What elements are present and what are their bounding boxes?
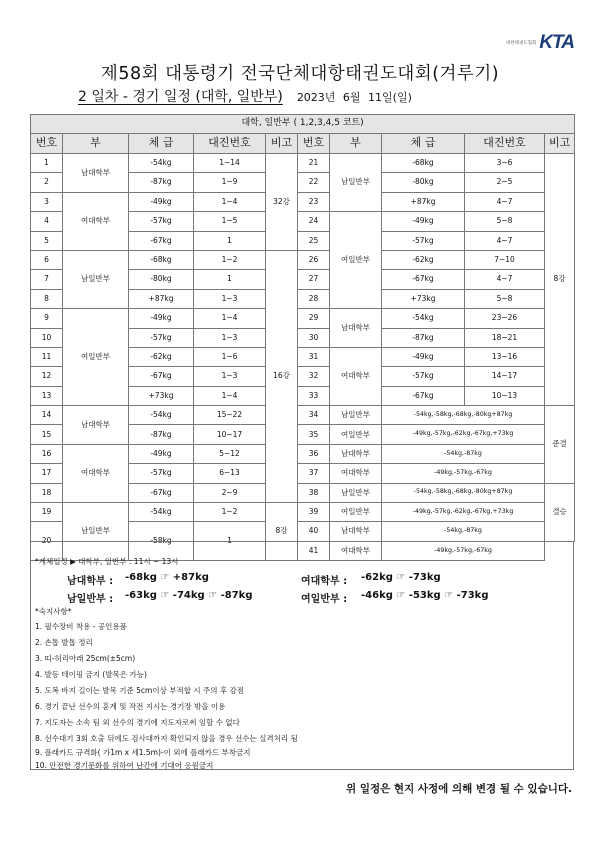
weights-cell: -49kg,-57kg,-62kg,-67kg,+73kg bbox=[382, 425, 545, 444]
match-cell: 1 bbox=[194, 270, 266, 289]
match-cell: 1~2 bbox=[194, 250, 266, 269]
rule-item: 6. 경기 끝난 선수의 훈계 및 작전 지시는 경기장 밖을 이용 bbox=[35, 702, 226, 711]
weight-cell: -57kg bbox=[382, 367, 465, 386]
weight-cell: -67kg bbox=[129, 231, 194, 250]
match-cell: 2~5 bbox=[465, 173, 545, 192]
table-header-row bbox=[31, 134, 575, 154]
weights-cell: -49kg,-57kg,-67kg bbox=[382, 464, 545, 483]
row-no: 23 bbox=[298, 192, 330, 211]
weight-cell: -49kg bbox=[382, 212, 465, 231]
row-no: 18 bbox=[31, 483, 63, 502]
col-header-match: 대진번호 bbox=[194, 134, 266, 154]
weigh-in-women-univ-label: 여대학부 : bbox=[301, 576, 348, 587]
row-no: 19 bbox=[31, 503, 63, 522]
table-caption: 대학, 일반부 ( 1,2,3,4,5 코트) bbox=[31, 115, 575, 134]
match-cell: 18~21 bbox=[465, 328, 545, 347]
row-no: 24 bbox=[298, 212, 330, 231]
row-no: 15 bbox=[31, 425, 63, 444]
weight-cell: -57kg bbox=[129, 464, 194, 483]
division-cell: 남일반부 bbox=[63, 503, 129, 561]
weight-cell: -49kg bbox=[382, 347, 465, 366]
weight-cell: -57kg bbox=[129, 212, 194, 231]
weigh-in-men-univ-label: 남대학부 : bbox=[67, 576, 114, 587]
rule-item: 10. 안전한 경기문화를 위하여 난간에 기대어 응원금지 bbox=[35, 761, 214, 770]
rule-item: 4. 발등 테이핑 금지 (발목은 가능) bbox=[35, 670, 147, 679]
event-date: 2023년 6월 11일(일) bbox=[296, 91, 412, 104]
row-no: 10 bbox=[31, 328, 63, 347]
match-cell: 3~6 bbox=[465, 154, 545, 173]
row-no: 35 bbox=[298, 425, 330, 444]
row-no: 41 bbox=[298, 541, 330, 560]
weights-cell: -54kg,-87kg bbox=[382, 522, 545, 541]
match-cell: 23~26 bbox=[465, 309, 545, 328]
table-row bbox=[31, 444, 575, 463]
match-cell: 1~2 bbox=[194, 503, 266, 522]
weigh-in-header: *계체일정 ▶ 대학부, 일반부 : 11시 ~ 13시 bbox=[35, 557, 179, 566]
division-cell: 남일반부 bbox=[330, 483, 382, 502]
weight-cell: -87kg bbox=[129, 425, 194, 444]
division-cell: 남일반부 bbox=[330, 406, 382, 425]
table-row bbox=[31, 309, 575, 328]
row-no: 30 bbox=[298, 328, 330, 347]
match-cell: 15~22 bbox=[194, 406, 266, 425]
row-no: 7 bbox=[31, 270, 63, 289]
rule-item: 3. 띠-허리아래 25cm(±5cm) bbox=[35, 654, 136, 663]
row-no: 9 bbox=[31, 309, 63, 328]
note-cell: 결승 bbox=[545, 483, 575, 541]
weight-cell: -68kg bbox=[382, 154, 465, 173]
row-no: 20 bbox=[31, 522, 63, 561]
rule-item: 9. 플래카드 규격화( 가1m x 세1.5m)-이 외에 플래카드 부착금지 bbox=[35, 748, 251, 757]
row-no: 32 bbox=[298, 367, 330, 386]
weights-cell: -54kg,-58kg,-68kg,-80kg+87kg bbox=[382, 406, 545, 425]
weight-cell: -49kg bbox=[129, 192, 194, 211]
row-no: 1 bbox=[31, 154, 63, 173]
match-cell: 1 bbox=[194, 522, 266, 561]
match-cell: 1~14 bbox=[194, 154, 266, 173]
weight-cell: +87kg bbox=[129, 289, 194, 308]
weight-cell: -87kg bbox=[129, 173, 194, 192]
match-cell: 1~4 bbox=[194, 386, 266, 405]
match-cell: 1~3 bbox=[194, 367, 266, 386]
weigh-in-men-univ: -68kg ☞ +87kg bbox=[125, 572, 209, 583]
weights-cell: -49kg,-57kg,-62kg,-67kg,+73kg bbox=[382, 503, 545, 522]
match-cell: 1~9 bbox=[194, 173, 266, 192]
weight-cell: -87kg bbox=[382, 328, 465, 347]
row-no: 29 bbox=[298, 309, 330, 328]
rule-item: 2. 손톱 발톱 정리 bbox=[35, 638, 93, 647]
weights-cell: -54kg,-87kg bbox=[382, 444, 545, 463]
weight-cell: -80kg bbox=[129, 270, 194, 289]
footer-notice: 위 일정은 현지 사정에 의해 변경 될 수 있습니다. bbox=[346, 783, 572, 795]
weight-cell: +87kg bbox=[382, 192, 465, 211]
weight-cell: -57kg bbox=[382, 231, 465, 250]
row-no: 38 bbox=[298, 483, 330, 502]
row-no: 22 bbox=[298, 173, 330, 192]
row-no: 4 bbox=[31, 212, 63, 231]
note-cell: 8강 bbox=[266, 503, 298, 561]
weight-cell: -54kg bbox=[129, 406, 194, 425]
weigh-in-women-gen: -46kg ☞ -53kg ☞ -73kg bbox=[361, 590, 489, 601]
table-row bbox=[31, 250, 575, 269]
match-cell: 10~17 bbox=[194, 425, 266, 444]
row-no: 11 bbox=[31, 347, 63, 366]
row-no: 6 bbox=[31, 250, 63, 269]
row-no: 31 bbox=[298, 347, 330, 366]
row-no: 25 bbox=[298, 231, 330, 250]
table-row bbox=[31, 192, 575, 211]
row-no: 3 bbox=[31, 192, 63, 211]
col-header-div: 부 bbox=[330, 134, 382, 154]
weight-cell: -67kg bbox=[129, 483, 194, 502]
col-header-no: 번호 bbox=[298, 134, 330, 154]
row-no: 13 bbox=[31, 386, 63, 405]
weight-cell: -67kg bbox=[382, 270, 465, 289]
match-cell: 1~3 bbox=[194, 328, 266, 347]
division-cell: 남대학부 bbox=[63, 406, 129, 445]
col-header-weight: 체 급 bbox=[129, 134, 194, 154]
weight-cell: -67kg bbox=[129, 367, 194, 386]
match-cell: 5~8 bbox=[465, 212, 545, 231]
division-cell: 남대학부 bbox=[330, 444, 382, 463]
row-no: 34 bbox=[298, 406, 330, 425]
logo-mark: KTA bbox=[539, 32, 574, 53]
rule-item: 1. 필수장비 착용 - 공인용품 bbox=[35, 622, 127, 631]
note-cell: 준결 bbox=[545, 406, 575, 484]
row-no: 14 bbox=[31, 406, 63, 425]
page-subtitle bbox=[78, 86, 538, 106]
note-cell: 32강 bbox=[266, 154, 298, 251]
row-no: 33 bbox=[298, 386, 330, 405]
match-cell: 7~10 bbox=[465, 250, 545, 269]
col-header-no: 번호 bbox=[31, 134, 63, 154]
division-cell: 여일반부 bbox=[330, 425, 382, 444]
weight-cell: +73kg bbox=[382, 289, 465, 308]
match-cell: 14~17 bbox=[465, 367, 545, 386]
weigh-in-women-gen-label: 여일반부 : bbox=[301, 594, 348, 605]
division-cell: 여대학부 bbox=[330, 347, 382, 405]
row-no: 28 bbox=[298, 289, 330, 308]
col-header-match: 대진번호 bbox=[465, 134, 545, 154]
row-no: 16 bbox=[31, 444, 63, 463]
match-cell: 1~5 bbox=[194, 212, 266, 231]
weight-cell: -62kg bbox=[129, 347, 194, 366]
kta-logo bbox=[506, 32, 574, 54]
match-cell: 1~3 bbox=[194, 289, 266, 308]
division-cell: 여대학부 bbox=[63, 444, 129, 502]
row-no: 2 bbox=[31, 173, 63, 192]
match-cell: 4~7 bbox=[465, 192, 545, 211]
division-cell: 여대학부 bbox=[63, 192, 129, 250]
weight-cell: +73kg bbox=[129, 386, 194, 405]
match-cell: 1~4 bbox=[194, 309, 266, 328]
note-cell: 8강 bbox=[545, 154, 575, 406]
subtitle-text: 2 일차 - 경기 일정 (대학, 일반부) bbox=[78, 89, 283, 105]
match-cell: 2~9 bbox=[194, 483, 266, 502]
weigh-in-men-gen: -63kg ☞ -74kg ☞ -87kg bbox=[125, 590, 253, 601]
weight-cell: -49kg bbox=[129, 444, 194, 463]
notes-box bbox=[30, 541, 574, 770]
division-cell: 여대학부 bbox=[330, 541, 382, 560]
match-cell: 1~6 bbox=[194, 347, 266, 366]
match-cell: 10~13 bbox=[465, 386, 545, 405]
row-no: 27 bbox=[298, 270, 330, 289]
division-cell: 남대학부 bbox=[63, 154, 129, 193]
weight-cell: -80kg bbox=[382, 173, 465, 192]
match-cell: 6~13 bbox=[194, 464, 266, 483]
row-no: 39 bbox=[298, 503, 330, 522]
page-title: 제58회 대통령기 전국단체대항태권도대회(겨루기) bbox=[100, 64, 500, 84]
match-cell: 13~16 bbox=[465, 347, 545, 366]
division-cell: 남일반부 bbox=[63, 250, 129, 308]
weight-cell: -57kg bbox=[129, 328, 194, 347]
match-cell: 4~7 bbox=[465, 231, 545, 250]
col-header-div: 부 bbox=[63, 134, 129, 154]
row-no: 21 bbox=[298, 154, 330, 173]
weight-cell: -67kg bbox=[382, 386, 465, 405]
weight-cell: -54kg bbox=[382, 309, 465, 328]
row-no: 8 bbox=[31, 289, 63, 308]
row-no: 12 bbox=[31, 367, 63, 386]
division-cell: 여일반부 bbox=[63, 309, 129, 406]
table-row bbox=[31, 154, 575, 173]
rule-item: 8. 선수대기 3회 호출 뒤에도 검사대까지 확인되지 않을 경우 선수는 실격처리 됨 bbox=[35, 734, 298, 743]
col-header-note: 비고 bbox=[266, 134, 298, 154]
match-cell: 1~4 bbox=[194, 192, 266, 211]
division-cell: 남대학부 bbox=[330, 309, 382, 348]
weigh-in-men-gen-label: 남일반부 : bbox=[67, 594, 114, 605]
row-no: 26 bbox=[298, 250, 330, 269]
division-cell: 여일반부 bbox=[330, 503, 382, 522]
weight-cell: -49kg bbox=[129, 309, 194, 328]
division-cell: 여일반부 bbox=[330, 212, 382, 309]
match-cell: 5~8 bbox=[465, 289, 545, 308]
row-no: 37 bbox=[298, 464, 330, 483]
division-cell: 남일반부 bbox=[330, 154, 382, 212]
division-cell: 여대학부 bbox=[330, 464, 382, 483]
logo-org-text: 대한태권도협회 bbox=[505, 41, 537, 46]
row-no: 5 bbox=[31, 231, 63, 250]
weight-cell: -54kg bbox=[129, 154, 194, 173]
note-cell: 16강 bbox=[266, 250, 298, 502]
match-cell: 4~7 bbox=[465, 270, 545, 289]
weight-cell: -68kg bbox=[129, 250, 194, 269]
col-header-weight: 체 급 bbox=[382, 134, 465, 154]
row-no: 40 bbox=[298, 522, 330, 541]
rules-header: *숙지사항* bbox=[35, 607, 72, 616]
division-cell: 남대학부 bbox=[330, 522, 382, 541]
weigh-in-women-univ: -62kg ☞ -73kg bbox=[361, 572, 441, 583]
match-cell: 5~12 bbox=[194, 444, 266, 463]
weights-cell: -49kg,-57kg,-67kg bbox=[382, 541, 545, 560]
col-header-note: 비고 bbox=[545, 134, 575, 154]
match-cell: 1 bbox=[194, 231, 266, 250]
row-no: 36 bbox=[298, 444, 330, 463]
table-row bbox=[31, 406, 575, 425]
schedule-table bbox=[30, 114, 575, 561]
row-no: 17 bbox=[31, 464, 63, 483]
weights-cell: -54kg,-58kg,-68kg,-80kg+87kg bbox=[382, 483, 545, 502]
rule-item: 7. 지도자는 소속 팀 외 선수의 경기에 지도자로써 임할 수 없다 bbox=[35, 718, 240, 727]
weight-cell: -58kg bbox=[129, 522, 194, 561]
weight-cell: -54kg bbox=[129, 503, 194, 522]
rule-item: 5. 도복 바지 길이는 발목 기준 5cm이상 부적합 시 주의 후 감점 bbox=[35, 686, 244, 695]
weight-cell: -62kg bbox=[382, 250, 465, 269]
